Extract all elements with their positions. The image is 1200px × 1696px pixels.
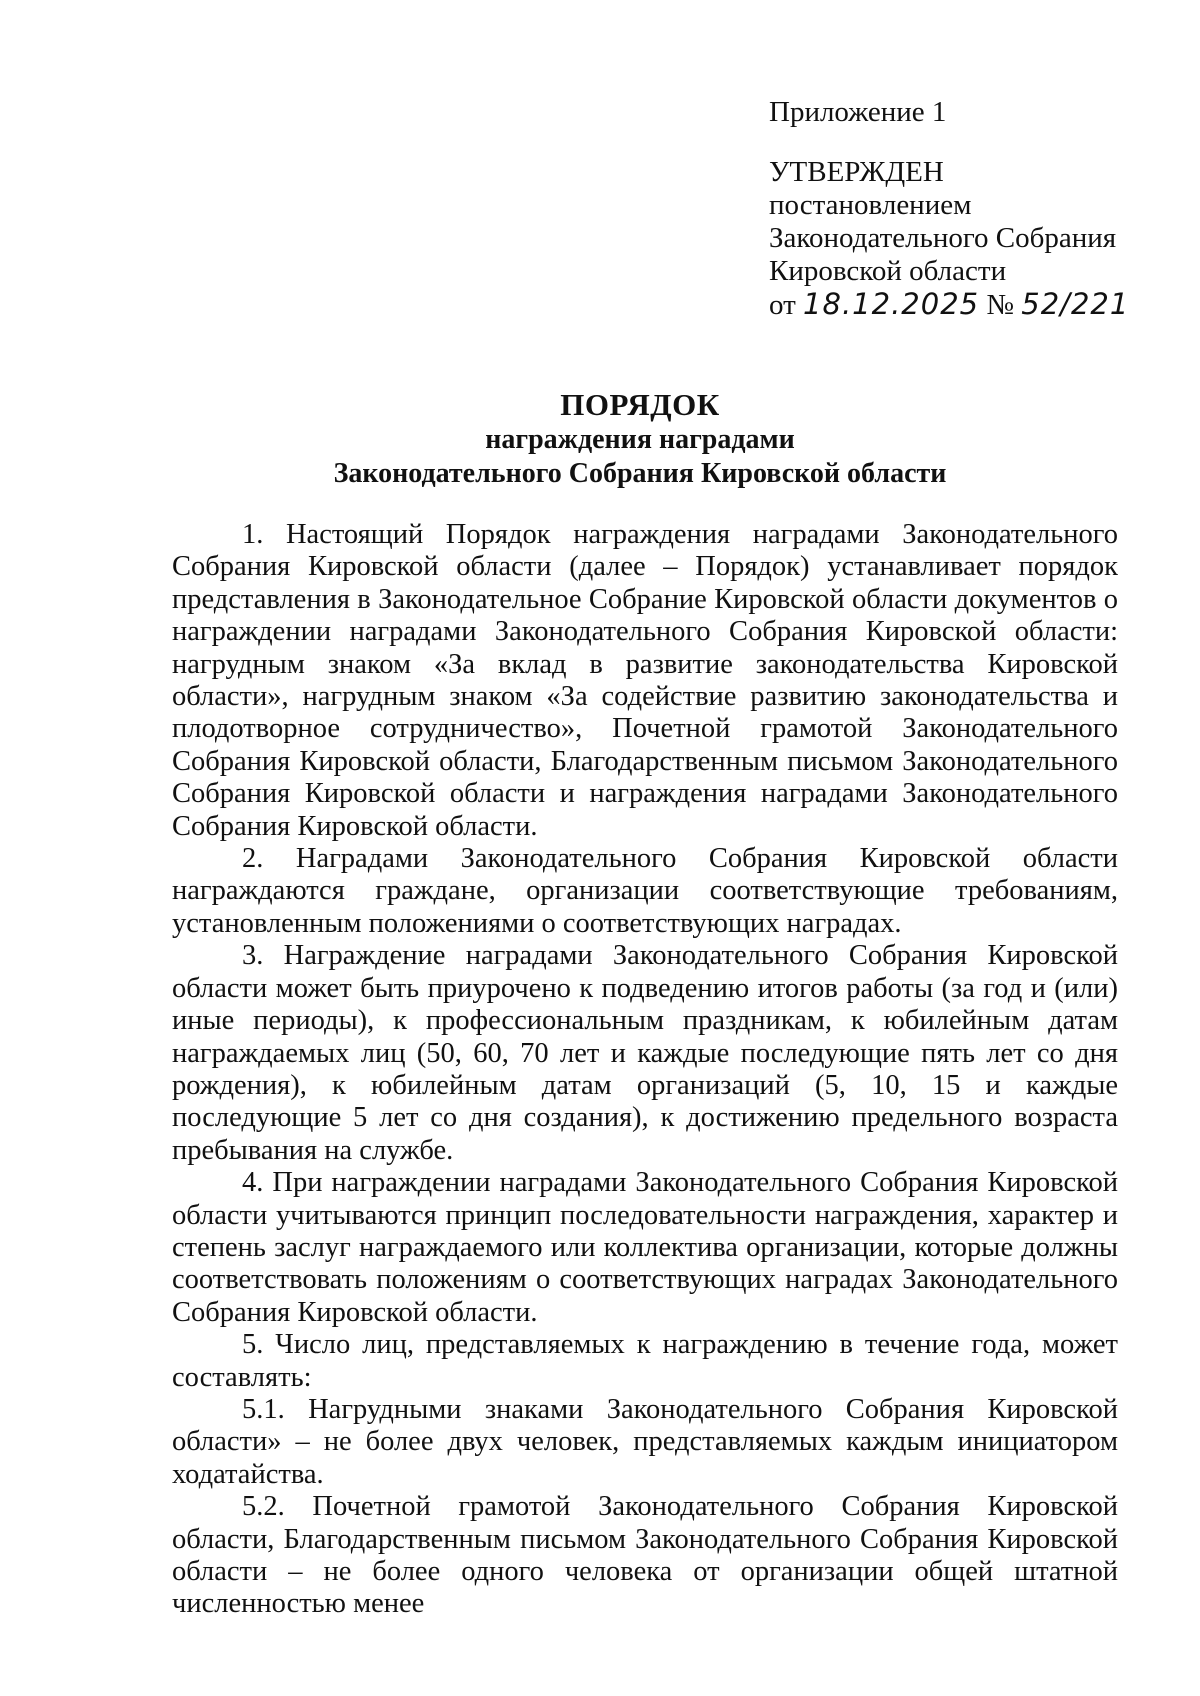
number-prefix: № (986, 289, 1015, 321)
approved-label: УТВЕРЖДЕН (769, 156, 944, 188)
handwritten-date: 18.12.2025 (803, 287, 980, 321)
paragraph-2: 2. Наградами Законодательного Собрания Кировской области награждаются граждане, организации соответствующие требованиям, установленным положениями о соответствующих наградах. (172, 843, 1118, 939)
attachment-label: Приложение 1 (769, 96, 947, 128)
document-body (172, 519, 1118, 1621)
title-main: ПОРЯДОК (560, 387, 720, 422)
paragraph-5-2: 5.2. Почетной грамотой Законодательного Собрания Кировской области, Благодарственным письмом Законодательного Собрания Кировской области – не более одного человека от организации общей штатной численностью менее (172, 1491, 1118, 1620)
paragraph-5: 5. Число лиц, представляемых к награждению в течение года, может составлять: (172, 1329, 1118, 1393)
date-prefix: от (769, 289, 796, 321)
approved-by-line-1: постановлением (769, 189, 972, 221)
title-sub-1: награждения наградами (485, 424, 795, 455)
title-sub-2: Законодательного Собрания Кировской области (333, 458, 947, 489)
paragraph-5-1: 5.1. Нагрудными знаками Законодательного Собрания Кировской области» – не более двух человек, представляемых каждым инициатором ходатайства. (172, 1393, 1118, 1490)
paragraph-1: 1. Настоящий Порядок награждения наградами Законодательного Собрания Кировской области (далее – Порядок) устанавливает порядок представления в Законодательное Собрание Кировской области документов о награждении наградами Законодательного Собрания Кировской области: нагрудным знаком «За вклад в развитие законодательства Кировской области», нагрудным знаком «За содействие развитию законодательства и плодотворное сотрудничество», Почетной грамотой Законодательного Собрания Кировской области, Благодарственным письмом Законодательного Собрания Кировской области и награждения наградами Законодательного Собрания Кировской области. (172, 519, 1118, 842)
handwritten-number: 52/221 (1021, 287, 1130, 321)
approved-by-line-2: Законодательного Собрания (769, 222, 1117, 254)
document-title (0, 387, 1200, 491)
approval-date-line (769, 288, 1129, 322)
approval-stamp-block (769, 96, 1129, 322)
paragraph-3: 3. Награждение наградами Законодательного Собрания Кировской области может быть приурочено к подведению итогов работы (за год и (или) иные периоды), к профессиональным праздникам, к юбилейным датам награждаемых лиц (50, 60, 70 лет и каждые последующие пять лет со дня рождения), к юбилейным датам организаций (5, 10, 15 и каждые последующие 5 лет со дня создания), к достижению предельного возраста пребывания на службе. (172, 940, 1118, 1166)
paragraph-4: 4. При награждении наградами Законодательного Собрания Кировской области учитываются принцип последовательности награждения, характер и степень заслуг награждаемого или коллектива организации, которые должны соответствовать положениям о соответствующих наградах Законодательного Собрания Кировской области. (172, 1167, 1118, 1328)
approved-by-line-3: Кировской области (769, 255, 1007, 287)
